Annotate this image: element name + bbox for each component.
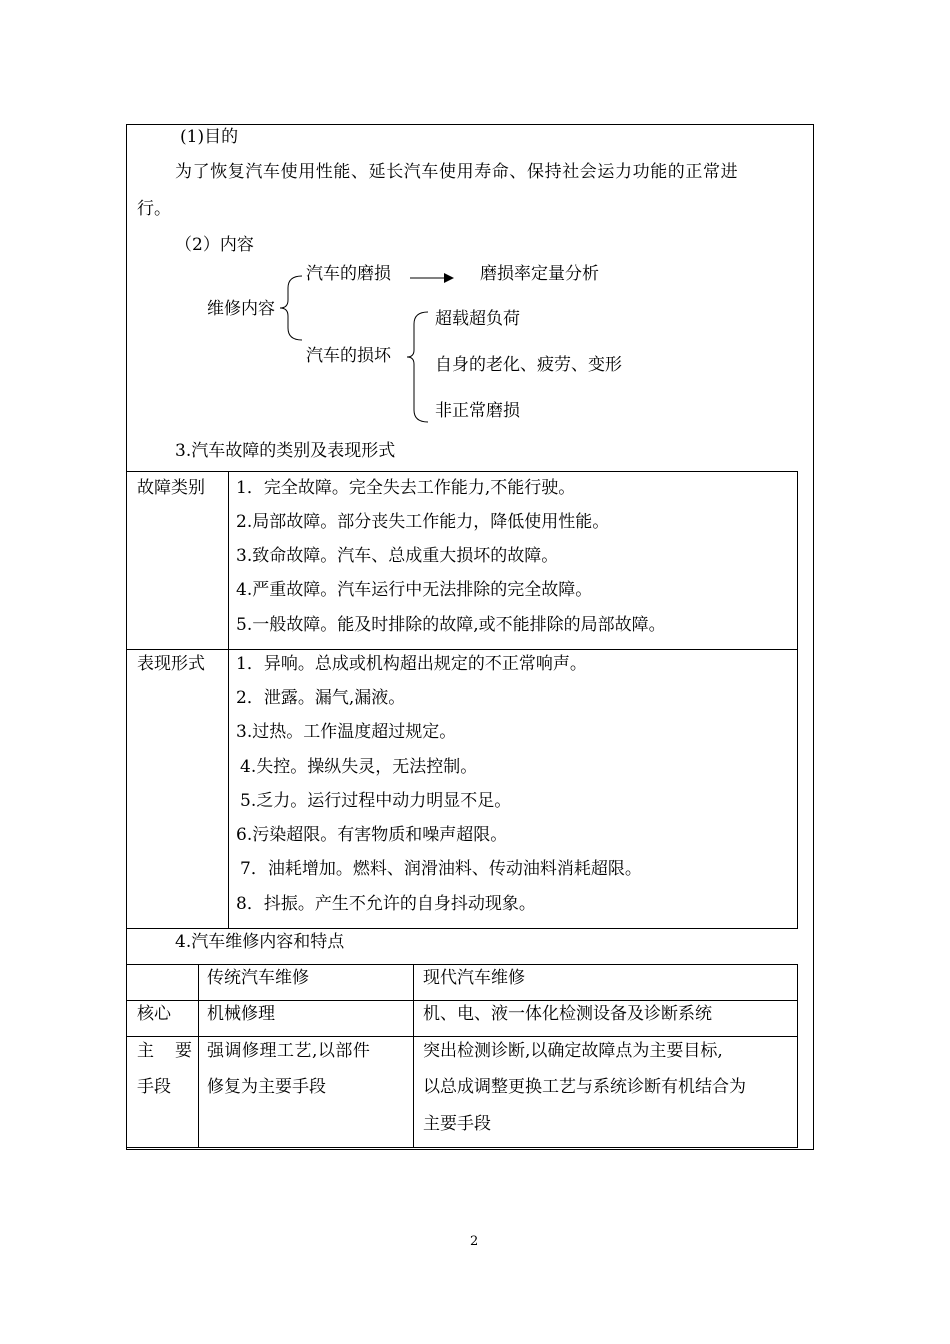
diagram-wear-target: 磨损率定量分析 xyxy=(480,264,599,284)
root-brace xyxy=(280,276,302,340)
row-means-traditional-line1: 强调修理工艺,以部件 xyxy=(207,1041,371,1061)
fault-table-right-border xyxy=(797,471,798,928)
row-means-label-line1: 主 要 xyxy=(137,1041,194,1061)
compare-table-row-divider xyxy=(126,1036,798,1037)
fault-type-item: 5.一般故障。能及时排除的故障,或不能排除的局部故障。 xyxy=(236,615,666,635)
row-core-traditional: 机械修理 xyxy=(207,1004,275,1024)
compare-table-header-divider xyxy=(126,1000,798,1001)
symptom-item: 1．异响。总成或机构超出规定的不正常响声。 xyxy=(236,654,587,674)
fault-table-bottom-border xyxy=(126,928,798,929)
content-heading: （2）内容 xyxy=(175,235,254,255)
section4-heading: 4.汽车维修内容和特点 xyxy=(175,932,345,952)
symptom-item: 4.失控。操纵失灵，无法控制。 xyxy=(240,757,478,777)
section3-heading: 3.汽车故障的类别及表现形式 xyxy=(175,441,396,461)
row-means-label-line2: 手段 xyxy=(137,1077,171,1097)
symptom-item: 6.污染超限。有害物质和噪声超限。 xyxy=(236,825,508,845)
damage-item: 非正常磨损 xyxy=(435,401,520,421)
purpose-heading: (1)目的 xyxy=(180,127,239,147)
fault-table-row-divider xyxy=(126,649,798,650)
row-means-traditional-line2: 修复为主要手段 xyxy=(207,1077,326,1097)
damage-item: 自身的老化、疲劳、变形 xyxy=(435,355,622,375)
fault-type-item: 3.致命故障。汽车、总成重大损坏的故障。 xyxy=(236,546,559,566)
diagram-wear: 汽车的磨损 xyxy=(306,264,391,284)
row-means-modern-line1: 突出检测诊断,以确定故障点为主要目标, xyxy=(423,1041,723,1061)
diagram-damage: 汽车的损坏 xyxy=(306,346,391,366)
fault-types-label: 故障类别 xyxy=(137,478,205,498)
compare-table-col-divider-1 xyxy=(198,964,199,1148)
fault-type-item: 4.严重故障。汽车运行中无法排除的完全故障。 xyxy=(236,580,593,600)
fault-type-item: 1．完全故障。完全失去工作能力,不能行驶。 xyxy=(236,478,576,498)
damage-brace xyxy=(407,312,428,422)
symptoms-label: 表现形式 xyxy=(137,654,205,674)
symptom-item: 5.乏力。运行过程中动力明显不足。 xyxy=(240,791,512,811)
compare-table-top-border xyxy=(126,964,798,965)
diagram-root-label: 维修内容 xyxy=(207,299,275,319)
fault-type-item: 2.局部故障。部分丧失工作能力，降低使用性能。 xyxy=(236,512,610,532)
damage-item: 超载超负荷 xyxy=(435,309,520,329)
compare-table-col-divider-2 xyxy=(413,964,414,1148)
compare-table-bottom-border xyxy=(126,1147,798,1148)
row-core-label: 核心 xyxy=(137,1004,171,1024)
row-means-modern-line3: 主要手段 xyxy=(423,1114,491,1134)
symptom-item: 8．抖振。产生不允许的自身抖动现象。 xyxy=(236,894,536,914)
wear-arrow-head xyxy=(444,273,454,283)
purpose-text-line2: 行。 xyxy=(137,199,171,219)
fault-table-col-divider xyxy=(228,471,229,928)
symptom-item: 2．泄露。漏气,漏液。 xyxy=(236,688,406,708)
page-number: 2 xyxy=(470,1234,479,1249)
symptom-item: 3.过热。工作温度超过规定。 xyxy=(236,722,457,742)
row-means-modern-line2: 以总成调整更换工艺与系统诊断有机结合为 xyxy=(423,1077,746,1097)
purpose-text-line1: 为了恢复汽车使用性能、延长汽车使用寿命、保持社会运力功能的正常进 xyxy=(175,162,739,182)
row-core-modern: 机、电、液一体化检测设备及诊断系统 xyxy=(423,1004,712,1024)
fault-table-top-border xyxy=(126,471,798,472)
col-header-traditional: 传统汽车维修 xyxy=(207,968,309,988)
symptom-item: 7．油耗增加。燃料、润滑油料、传动油料消耗超限。 xyxy=(240,859,642,879)
compare-table-right-border xyxy=(797,964,798,1148)
col-header-modern: 现代汽车维修 xyxy=(423,968,525,988)
